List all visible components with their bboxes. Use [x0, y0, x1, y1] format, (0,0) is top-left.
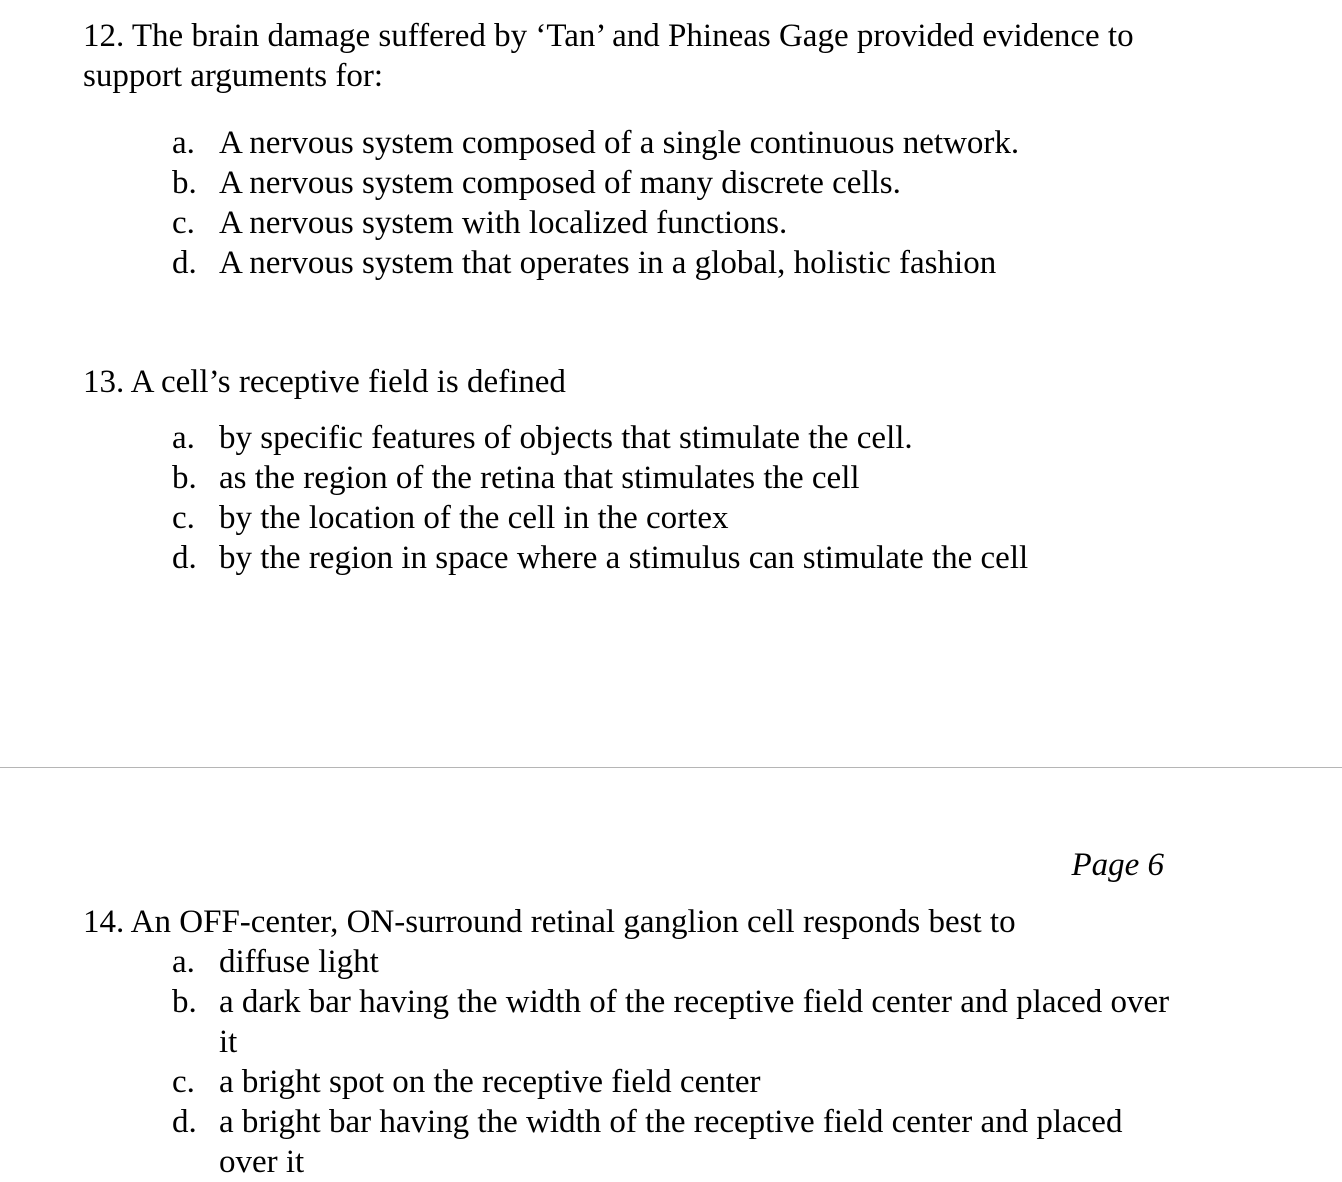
option-letter: b. — [172, 165, 197, 201]
option-text: a bright spot on the receptive field center — [219, 1064, 761, 1100]
option-letter: a. — [172, 944, 195, 980]
answer-option — [83, 538, 1179, 578]
option-letter: a. — [172, 125, 195, 161]
answer-option — [83, 1062, 1179, 1102]
option-text: A nervous system that operates in a global, holistic fashion — [219, 245, 997, 281]
question-stem: 13. A cell’s receptive field is defined — [83, 364, 566, 400]
question-stem: 14. An OFF-center, ON-surround retinal ganglion cell responds best to — [83, 904, 1016, 940]
option-text: A nervous system with localized functions. — [219, 205, 788, 241]
answer-option — [83, 418, 1179, 458]
option-text: a bright bar having the width of the receptive field center and placed over it — [219, 1104, 1123, 1180]
answer-option — [83, 942, 1179, 982]
option-letter: c. — [172, 1064, 195, 1100]
answer-options — [83, 418, 1183, 578]
option-text: diffuse light — [219, 944, 379, 980]
answer-option — [83, 1102, 1179, 1182]
answer-option — [83, 123, 1179, 163]
question-13 — [83, 362, 1183, 578]
answer-option — [83, 243, 1179, 283]
option-text: by specific features of objects that stimulate the cell. — [219, 420, 913, 456]
answer-option — [83, 203, 1179, 243]
page-break-divider — [0, 767, 1342, 768]
option-text: A nervous system composed of many discrete cells. — [219, 165, 901, 201]
option-letter: d. — [172, 245, 197, 281]
option-letter: d. — [172, 540, 197, 576]
option-letter: b. — [172, 460, 197, 496]
answer-options — [83, 942, 1183, 1182]
option-letter: d. — [172, 1104, 197, 1140]
page-number: Page 6 — [1071, 847, 1164, 883]
option-text: a dark bar having the width of the receptive field center and placed over it — [219, 984, 1170, 1060]
option-text: A nervous system composed of a single continuous network. — [219, 125, 1020, 161]
option-text: by the location of the cell in the cortex — [219, 500, 729, 536]
answer-option — [83, 458, 1179, 498]
answer-option — [83, 163, 1179, 203]
question-14 — [83, 902, 1183, 1182]
question-12 — [83, 16, 1183, 283]
answer-options — [83, 123, 1183, 283]
option-letter: b. — [172, 984, 197, 1020]
option-letter: c. — [172, 500, 195, 536]
option-text: as the region of the retina that stimulates the cell — [219, 460, 860, 496]
answer-option — [83, 498, 1179, 538]
option-text: by the region in space where a stimulus can stimulate the cell — [219, 540, 1029, 576]
question-stem: 12. The brain damage suffered by ‘Tan’ and Phineas Gage provided evidence to support arguments for: — [83, 18, 1134, 94]
option-letter: a. — [172, 420, 195, 456]
answer-option — [83, 982, 1179, 1062]
option-letter: c. — [172, 205, 195, 241]
